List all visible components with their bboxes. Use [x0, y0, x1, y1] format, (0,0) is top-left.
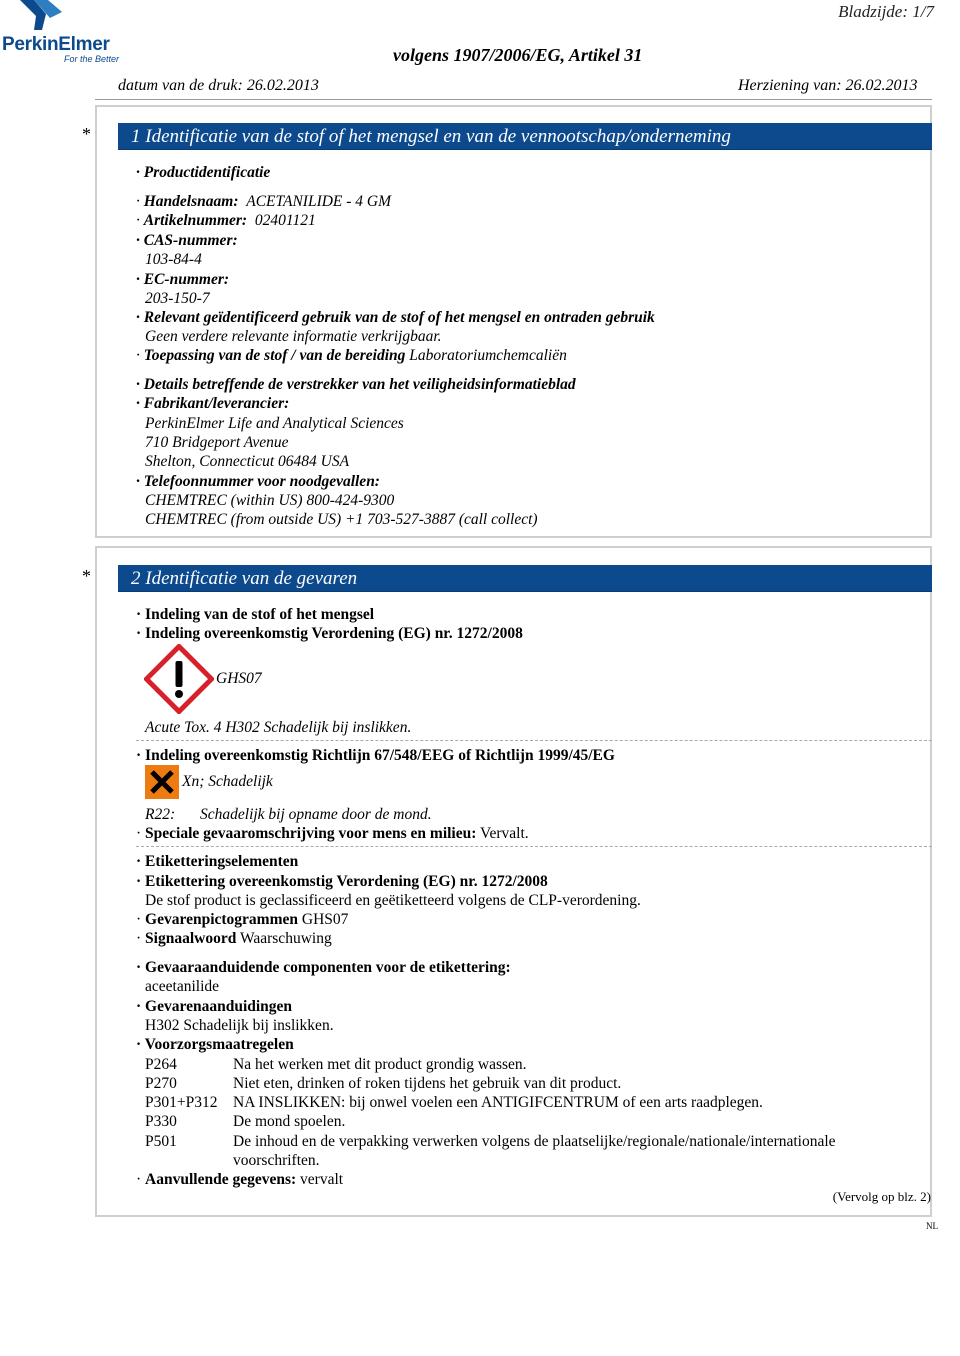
cas-label: · CAS-nummer:: [136, 232, 238, 249]
article-row: · Artikelnummer: 02401121: [136, 212, 316, 229]
additional-row: · Aanvullende gegevens: vervalt: [136, 1171, 344, 1188]
precaution-row: P301+P312 NA INSLIKKEN: bij onwel voelen een ANTIGIFCENTRUM of een arts raadplegen.: [145, 1094, 763, 1111]
application-row: · Toepassing van de stof / van de bereiding Laboratoriumchemcaliën: [136, 347, 567, 364]
logo-mark-icon: [16, 0, 66, 30]
print-date: datum van de druk: 26.02.2013: [118, 77, 319, 94]
precaution-row: P501 De inhoud en de verpakking verwerken volgens de plaatselijke/regionale/nationale/internationale: [145, 1133, 836, 1150]
address-line: Shelton, Connecticut 06484 USA: [145, 453, 350, 470]
manufacturer-label: · Fabrikant/leverancier:: [136, 395, 290, 412]
divider: [136, 846, 932, 847]
continued-note: (Vervolg op blz. 2): [832, 1189, 931, 1204]
revision-date: Herziening van: 26.02.2013: [738, 77, 918, 94]
section-2-title: 2 Identificatie van de gevaren: [118, 565, 932, 592]
clp-classification: · Indeling overeenkomstig Verordening (EG) nr. 1272/2008: [136, 625, 523, 642]
page-number: Bladzijde: 1/7: [838, 2, 934, 21]
r22-row: R22: Schadelijk bij opname door de mond.: [145, 806, 432, 823]
regulation-title: volgens 1907/2006/EG, Artikel 31: [393, 45, 643, 65]
exclamation-hazard-icon: [144, 644, 214, 714]
product-identification: · Productidentificatie: [136, 164, 271, 181]
tradename-row: · Handelsnaam: ACETANILIDE - 4 GM: [136, 193, 392, 210]
ghs-code: GHS07: [216, 670, 262, 687]
ec-label: · EC-nummer:: [136, 271, 230, 288]
precautions-label: · Voorzorgsmaatregelen: [136, 1036, 294, 1053]
pictograms-row: · Gevarenpictogrammen GHS07: [136, 911, 349, 928]
emergency-line: CHEMTREC (from outside US) +1 703-527-3887 (call collect): [145, 511, 538, 528]
components-value: aceetanilide: [145, 978, 220, 995]
section-1-title: 1 Identificatie van de stof of het mengsel en van de vennootschap/onderneming: [118, 123, 932, 150]
precaution-row: P264 Na het werken met dit product grondig wassen.: [145, 1056, 527, 1073]
signal-row: · Signaalwoord Waarschuwing: [136, 930, 332, 947]
acute-tox: Acute Tox. 4 H302 Schadelijk bij inslikken.: [145, 719, 412, 736]
address-line: PerkinElmer Life and Analytical Sciences: [145, 415, 404, 432]
emergency-line: CHEMTREC (within US) 800-424-9300: [145, 492, 395, 509]
relevant-use: · Relevant geïdentificeerd gebruik van de stof of het mengsel en ontraden gebruik: [136, 309, 655, 326]
company-logo: [2, 0, 132, 66]
section-2-star: *: [82, 566, 91, 586]
logo-tagline: For the Better: [64, 54, 120, 64]
address-line: 710 Bridgeport Avenue: [145, 434, 289, 451]
harmful-cross-icon: [145, 765, 179, 799]
ec-value: 203-150-7: [145, 290, 210, 307]
no-info: Geen verdere relevante informatie verkrijgbaar.: [145, 328, 442, 345]
precaution-continued: voorschriften.: [233, 1152, 320, 1169]
language-code: NL: [926, 1221, 938, 1231]
dsd-classification: · Indeling overeenkomstig Richtlijn 67/548/EEG of Richtlijn 1999/45/EG: [136, 747, 615, 764]
header-rule: [95, 99, 932, 100]
cas-value: 103-84-4: [145, 251, 202, 268]
components-label: · Gevaaraanduidende componenten voor de etikettering:: [136, 959, 511, 976]
divider: [136, 740, 932, 741]
hazard-statements-value: H302 Schadelijk bij inslikken.: [145, 1017, 334, 1034]
emergency-label: · Telefoonnummer voor noodgevallen:: [136, 473, 380, 490]
precaution-row: P270 Niet eten, drinken of roken tijdens het gebruik van dit product.: [145, 1075, 622, 1092]
clp-text: De stof product is geclassificeerd en geëtiketteerd volgens de CLP-verordening.: [145, 892, 641, 909]
section-1-star: *: [82, 124, 91, 144]
logo-text: PerkinElmer: [2, 34, 110, 55]
hazard-statements-label: · Gevarenaanduidingen: [136, 998, 293, 1015]
label-elements: · Etiketteringselementen: [136, 853, 299, 870]
supplier-details: · Details betreffende de verstrekker van het veiligheidsinformatieblad: [136, 376, 576, 393]
classification: · Indeling van de stof of het mengsel: [136, 606, 375, 623]
special-row: · Speciale gevaaromschrijving voor mens en milieu: Vervalt.: [136, 825, 529, 842]
clp-labelling: · Etikettering overeenkomstig Verordening (EG) nr. 1272/2008: [136, 873, 548, 890]
xn-label: Xn; Schadelijk: [182, 773, 273, 790]
precaution-row: P330 De mond spoelen.: [145, 1113, 346, 1130]
